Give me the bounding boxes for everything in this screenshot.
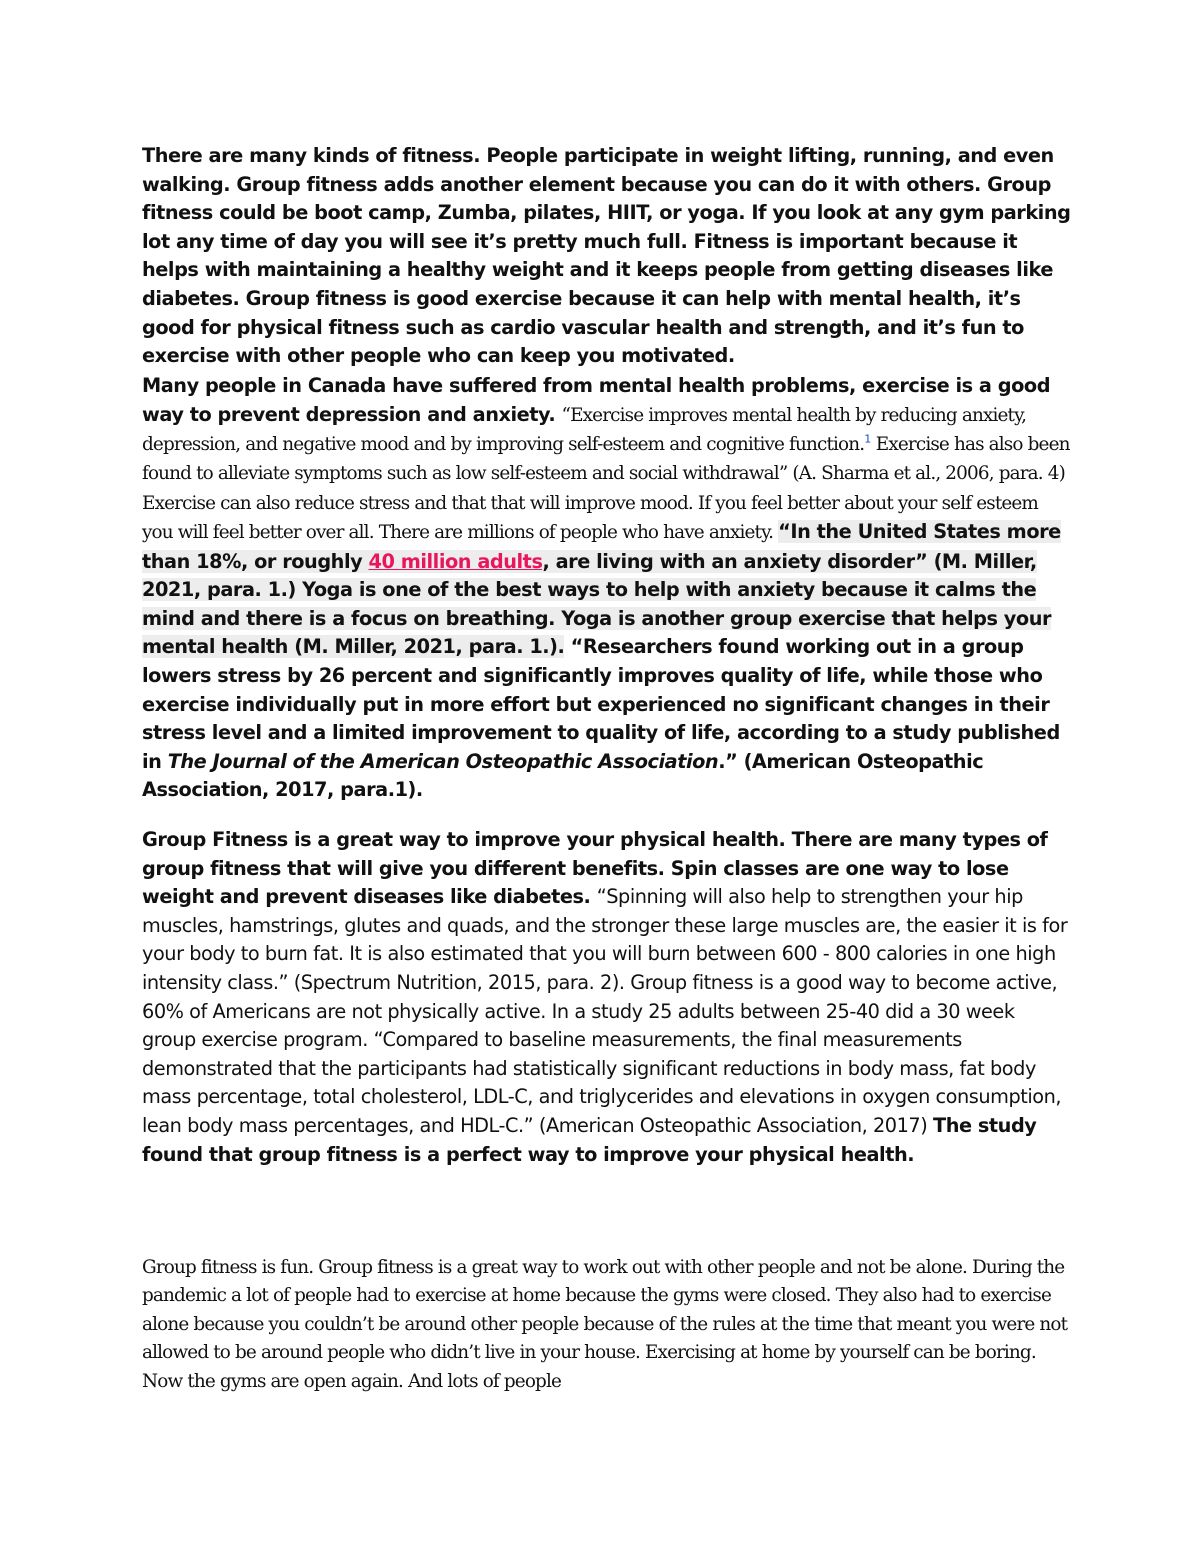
paragraph-group-fun-text: Group fitness is fun. Group fitness is a great way to work out with other people and not be alone. During the pandemic a lot of people had to exercise at home because the gyms were closed. They also had to exercise alone because you couldn’t be around other people because of the rules at the time that meant you were not allowed to be around people who didn’t live in your house. Exercising at home by yourself can be boring. Now the gyms are open again. And lots of people: [142, 1257, 1068, 1392]
quote-spinning-and-study: “Spinning will also help to strengthen your hip muscles, hamstrings, glutes and quads, and the stronger these large muscles are, the easier it is for your body to burn fat. It is also estimated that you will burn between 600 - 800 calories in one high intensity class.” (Spectrum Nutrition, 2015, para. 2). Group fitness is a good way to become active, 60% of Americans are not physically active. In a study 25 adults between 25-40 did a 30 week group exercise program. “Compared to baseline measurements, the final measurements demonstrated that the participants had statistically significant reductions in body mass, fat body mass percentage, total cholesterol, LDL-C, and triglycerides and elevations in oxygen consumption, lean body mass percentages, and HDL-C.” (American Osteopathic Association, 2017): [142, 885, 1068, 1137]
journal-title: The Journal of the American Osteopathic Association: [167, 749, 719, 773]
conclusion-physical-health: The study found that group fitness is a perfect way to improve your physical health.: [142, 1113, 1037, 1166]
topic-sentence-physical-health: Group Fitness is a great way to improve your physical health. There are many types of group fitness that will give you different benefits. Spin classes are one way to lose weight and prevent diseases like diabetes.: [142, 828, 1048, 909]
quote-sharma-continued: Exercise has also been found to alleviate symptoms such as low self-esteem and social withdrawal” (A. Sharma et al., 2006, para. 4) Exercise can also reduce stress and that that will improve mood. If you feel better about your self esteem you will feel better over all. There are millions of people who have anxiety.: [142, 434, 1070, 544]
paragraph-mental-health: [142, 372, 1072, 805]
paragraph-group-fun: [142, 1254, 1072, 1396]
footnote-link[interactable]: 1: [864, 432, 871, 446]
paragraph-intro-text: There are many kinds of fitness. People participate in weight lifting, running, and even walking. Group fitness adds another element because you can do it with others. Group fitness could be boot camp, Zumba, pilates, HIIT, or yoga. If you look at any gym parking lot any time of day you will see it’s pretty much full. Fitness is important because it helps with maintaining a healthy weight and it keeps people from getting diseases like diabetes. Group fitness is good exercise because it can help with mental health, it’s good for physical fitness such as cardio vascular health and strength, and it’s fun to exercise with other people who can keep you motivated.: [142, 144, 1071, 368]
paragraph-intro: [142, 142, 1072, 371]
anxiety-statistic-link[interactable]: 40 million adults: [368, 549, 543, 573]
quote-sharma: “Exercise improves mental health by reducing anxiety, depression, and negative mood and by improving self-esteem and cognitive function.: [142, 404, 1027, 455]
citation-osteopathic: .” (American Osteopathic Association, 2017, para.1).: [142, 749, 984, 802]
quote-osteopathic-study: “Researchers found working out in a group lowers stress by 26 percent and significantly improves quality of life, while those who exercise individually put in more effort but experienced no significant changes in their stress level and a limited improvement to quality of life, according to a study published in: [142, 635, 1060, 773]
paragraph-physical-health: [142, 826, 1072, 1169]
highlighted-quote-miller-continued: , are living with an anxiety disorder” (M. Miller, 2021, para. 1.) Yoga is one of the best ways to help with anxiety because it calms the mind and there is a focus on breathing. Yoga is another group exercise that helps your mental health (M. Miller, 2021, para. 1.).: [142, 549, 1052, 659]
highlighted-quote-miller: “In the United States more than 18%, or roughly: [142, 520, 1061, 573]
topic-sentence-mental-health: Many people in Canada have suffered from mental health problems, exercise is a good way to prevent depression and anxiety.: [142, 374, 1051, 426]
